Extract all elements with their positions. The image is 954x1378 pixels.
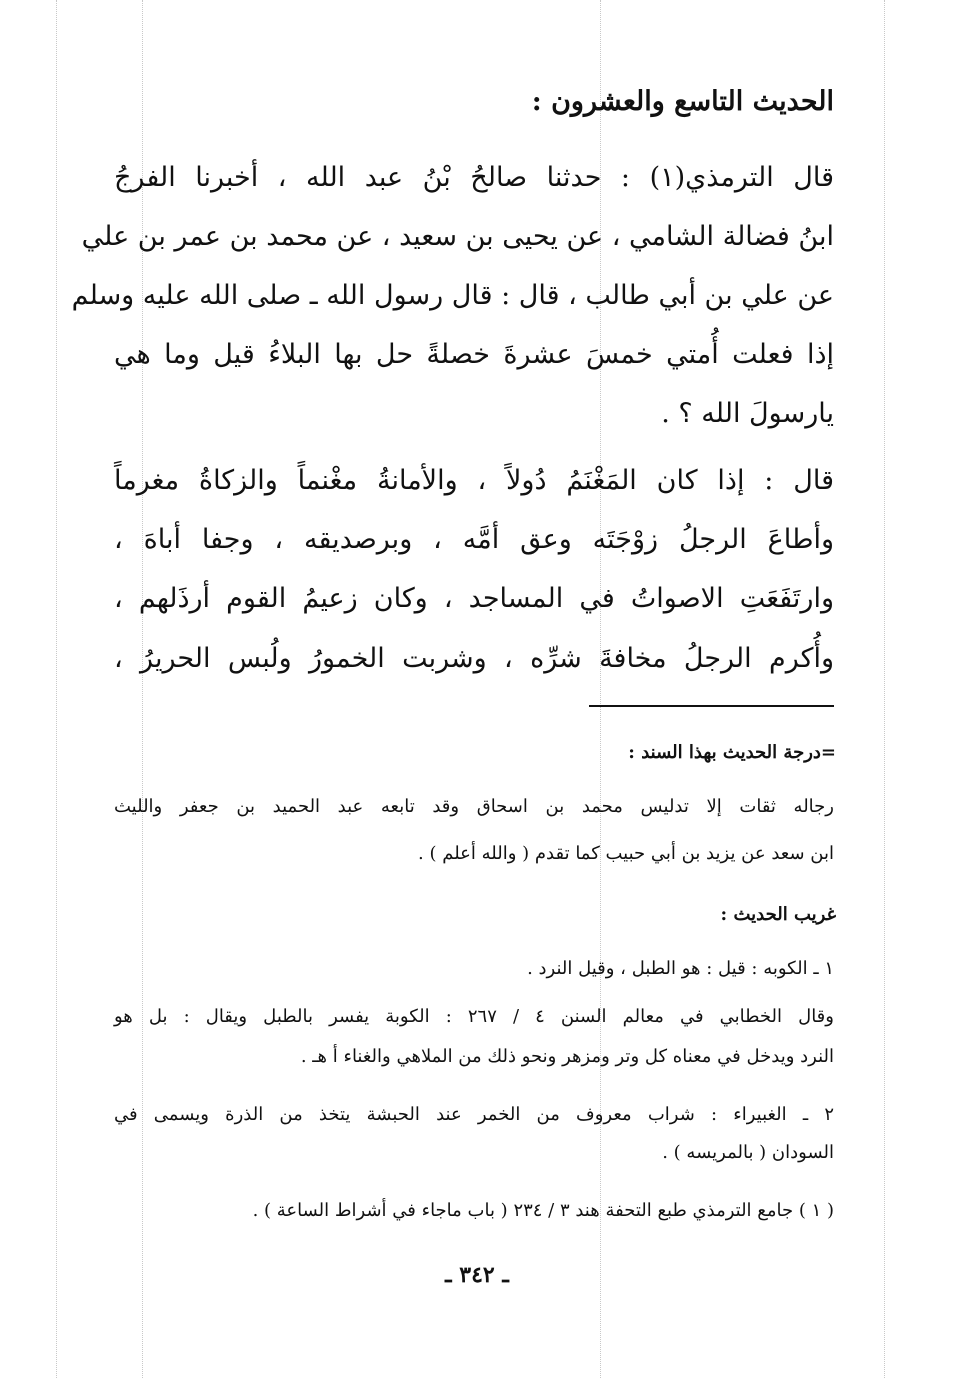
hadith-text-line: وارتَفَعَتِ الاصواتُ في المساجد ، وكان زعيمُ القوم أرذَلهم ، bbox=[114, 583, 834, 614]
grade-line: رجاله ثقات إلا تدليس محمد بن اسحاق وقد تابعه عبد الحميد بن جعفر والليث bbox=[114, 796, 834, 817]
guide-line bbox=[884, 0, 885, 1378]
guide-line bbox=[142, 0, 143, 1378]
gharib-line: ٢ ـ الغبيراء : شراب معروف من الخمر عند الحبشة يتخذ من الذرة ويسمى في bbox=[114, 1104, 834, 1125]
hadith-text-line: وأُكرم الرجلُ مخافةَ شرِّه ، وشربت الخمورُ ولُبس الحريرُ ، bbox=[114, 643, 834, 674]
page-number: ـ ٣٤٢ ـ bbox=[445, 1262, 509, 1288]
hadith-text-line: إذا فعلت أُمتي خمسَ عشرةَ خصلةً حل بها البلاءُ قيل وما هي bbox=[114, 339, 834, 370]
grade-heading: =درجة الحديث بهذا السند : bbox=[628, 742, 836, 763]
hadith-text-line: قال : إذا كان المَغْنَمُ دُولاً ، والأمانةُ مغْنماً والزكاةُ مغرماً bbox=[114, 465, 834, 496]
gharib-line: السودان ( بالمريسه ) . bbox=[662, 1142, 834, 1163]
guide-line bbox=[600, 0, 601, 1378]
hadith-text-line: عن علي بن أبي طالب ، قال : قال رسول الله ـ صلى الله عليه وسلم bbox=[71, 280, 834, 311]
hadith-text-line: يارسولَ الله ؟ . bbox=[661, 398, 834, 429]
gharib-line: وقال الخطابي في معالم السنن ٤ / ٢٦٧ : الكوبة يفسر بالطبل ويقال : بل هو bbox=[114, 1006, 834, 1027]
gharib-line: النرد ويدخل في معناه كل وتر ومزهر ونحو ذلك من الملاهي والغناء أ هـ . bbox=[300, 1046, 834, 1067]
hadith-text-line: وأطاعَ الرجلُ زوْجَتَه وعق أمَّه ، وبرصديقه ، وجفا أباهَ ، bbox=[114, 524, 834, 555]
hadith-heading: الحديث التاسع والعشرون : bbox=[531, 86, 834, 117]
gharib-line: ١ ـ الكوبه : قيل : هو الطبل ، وقيل النرد . bbox=[527, 958, 834, 979]
gharib-heading: غريب الحديث : bbox=[720, 904, 836, 925]
hadith-text-line: قال الترمذي(١) : حدثنا صالحُ بْنُ عبد الله ، أخبرنا الفرجُ bbox=[114, 162, 834, 193]
footnote-separator bbox=[589, 705, 834, 707]
footnote-reference: ( ١ ) جامع الترمذي طبع التحفة هند ٣ / ٢٣٤ ( باب ماجاء في أشراط الساعة ) . bbox=[252, 1200, 834, 1221]
guide-line bbox=[56, 0, 57, 1378]
grade-line: ابن سعد عن يزيد بن أبي حبيب كما تقدم ( والله أعلم ) . bbox=[418, 843, 834, 864]
hadith-text-line: ابنُ فضالة الشامي ، عن يحيى بن سعيد ، عن محمد بن عمر بن علي bbox=[81, 221, 834, 252]
